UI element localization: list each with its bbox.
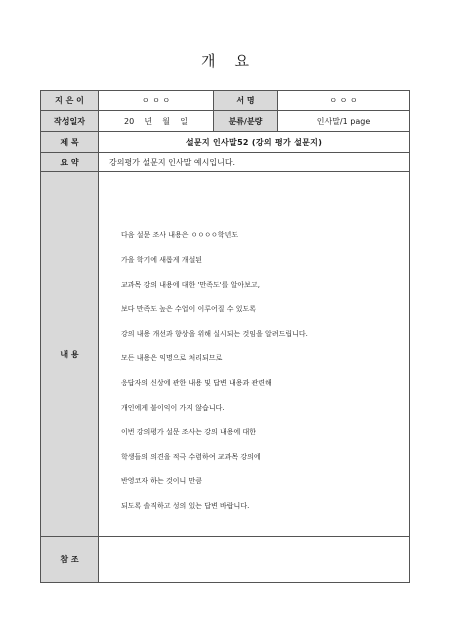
author-label: 지 은 이 — [41, 91, 99, 111]
content-line: 반영코자 하는 것이니 만큼 — [121, 477, 203, 486]
date-label: 작성일자 — [41, 111, 99, 132]
content-line: 강의 내용 개선과 향상을 위해 실시되는 것임을 알려드립니다. — [121, 329, 308, 338]
content-line: 이번 강의평가 설문 조사는 강의 내용에 대한 — [121, 428, 257, 437]
signature-label: 서 명 — [214, 91, 278, 111]
content-body — [99, 172, 410, 537]
signature-value: ㅇ ㅇ ㅇ — [278, 91, 410, 111]
content-line: 되도록 솔직하고 성의 있는 답변 바랍니다. — [121, 501, 250, 510]
content-line: 가을 학기에 새롭게 개설된 — [121, 256, 203, 265]
document-form-table — [40, 90, 410, 583]
summary-row — [41, 153, 410, 172]
date-row — [41, 111, 410, 132]
category-value: 인사말/1 page — [278, 111, 410, 132]
subject-label: 제 목 — [41, 132, 99, 153]
content-line: 교과목 강의 내용에 대한 '만족도'를 알아보고, — [121, 280, 260, 289]
content-line: 다음 설문 조사 내용은 ㅇㅇㅇㅇ학년도 — [121, 231, 239, 240]
page-title: 개 요 — [200, 52, 250, 70]
date-value: 20 년 월 일 — [99, 111, 214, 132]
summary-value: 강의평가 설문지 인사말 예시입니다. — [99, 153, 410, 172]
content-row — [41, 172, 410, 537]
category-label: 분류/분량 — [214, 111, 278, 132]
subject-row — [41, 132, 410, 153]
author-value: ㅇ ㅇ ㅇ — [99, 91, 214, 111]
content-line: 학생들의 의견을 적극 수렴하여 교과목 강의에 — [121, 452, 261, 461]
content-label: 내 용 — [41, 172, 99, 537]
content-line: 모든 내용은 익명으로 처리되므로 — [121, 354, 223, 363]
content-line: 보다 만족도 높은 수업이 이루어질 수 있도록 — [121, 305, 257, 314]
reference-label: 참 조 — [41, 537, 99, 583]
reference-value — [99, 537, 410, 583]
content-line: 개인에게 불이익이 가지 않습니다. — [121, 403, 225, 412]
summary-label: 요 약 — [41, 153, 99, 172]
content-line: 응답자의 신상에 관한 내용 및 답변 내용과 관련해 — [121, 379, 272, 387]
reference-row — [41, 537, 410, 583]
author-row — [41, 91, 410, 111]
subject-value: 설문지 인사말52 (강의 평가 설문지) — [99, 132, 410, 153]
